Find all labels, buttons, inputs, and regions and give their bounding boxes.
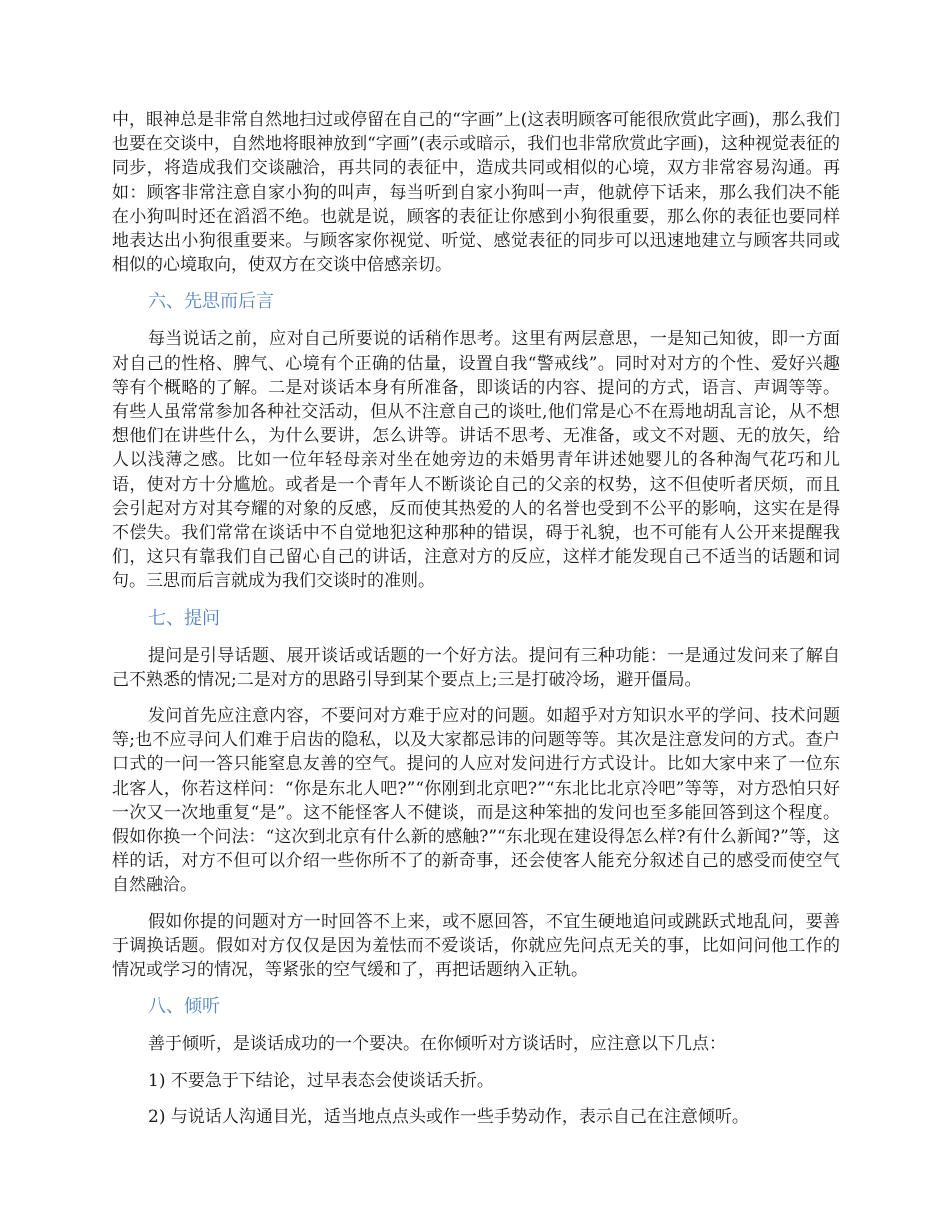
section-6-heading: 六、先思而后言 <box>148 291 274 313</box>
section-7-paragraph-2: 发问首先应注意内容，不要问对方难于应对的问题。如超乎对方知识水平的学问、技术问题等;也不应寻问人们难于启齿的隐私，以及大家都忌讳的问题等等。其次是注意发问的方式。查户口式的一问一答只能窒息友善的空气。提问的人应对发问进行方式设计。比如大家中来了一位东北客人，你若这样问：“你是东北人吧?”“你刚到北京吧?”“东北比北京冷吧”等等，对方恐怕只好一次又一次地重复“是”。这不能怪客人不健谈，而是这种笨拙的发问也至多能回答到这个程度。假如你换一个问法：“这次到北京有什么新的感触?”“东北现在建设得怎么样?有什么新闻?”等，这样的话，对方不但可以介绍一些你所不了的新奇事，还会使客人能充分叙述自己的感受而使空气自然融洽。 <box>112 706 840 896</box>
section-6-paragraph: 每当说话之前，应对自己所要说的话稍作思考。这里有两层意思，一是知己知彼，即一方面对自己的性格、脾气、心境有个正确的估量，设置自我“警戒线”。同时对对方的个性、爱好兴趣等有个概略的了解。二是对谈话本身有所准备，即谈话的内容、提问的方式，语言、声调等等。有些人虽常常参加各种社交活动，但从不注意自己的谈吐,他们常是心不在焉地胡乱言论，从不想想他们在讲些什么，为什么要讲，怎么讲等。讲话不思考、无准备，或文不对题、无的放矢，给人以浅薄之感。比如一位年轻母亲对坐在她旁边的未婚男青年讲述她婴儿的各种淘气花巧和儿语，使对方十分尴尬。或者是一个青年人不断谈论自己的父亲的权势，这不但使听者厌烦，而且会引起对方对其夸耀的对象的反感，反而使其热爱的人的名誉也受到不公平的影响，这实在是得不偿失。我们常常在谈话中不自觉地犯这种那种的错误，碍于礼貌，也不可能有人公开来提醒我们，这只有靠我们自己留心自己的讲话，注意对方的反应，这样才能发现自己不适当的话题和词句。三思而后言就成为我们交谈时的准则。 <box>112 329 840 592</box>
section-7-paragraph-3: 假如你提的问题对方一时回答不上来，或不愿回答，不宜生硬地追问或跳跃式地乱问，要善于调换话题。假如对方仅仅是因为羞怯而不爱谈话，你就应先问点无关的事，比如问问他工作的情况或学习的情况，等紧张的空气缓和了，再把话题纳入正轨。 <box>112 911 840 981</box>
list-item: 1) 不要急于下结论，过早表态会使谈话夭折。 <box>148 1070 494 1091</box>
section-7-heading: 七、提问 <box>148 607 220 629</box>
intro-paragraph: 中，眼神总是非常自然地扫过或停留在自己的“字画”上(这表明顾客可能很欣赏此字画)，那么我们也要在交谈中，自然地将眼神放到“字画”(表示或暗示，我们也非常欣赏此字画)，这种视觉表征的同步，将造成我们交谈融洽，再共同的表征中，造成共同或相似的心境，双方非常容易沟通。再如：顾客非常注意自家小狗的叫声，每当听到自家小狗叫一声，他就停下话来，那么我们决不能在小狗叫时还在滔滔不绝。也就是说，顾客的表征让你感到小狗很重要，那么你的表征也要同样地表达出小狗很重要来。与顾客家你视觉、听觉、感觉表征的同步可以迅速地建立与顾客共同或相似的心境取向，使双方在交谈中倍感亲切。 <box>112 110 840 276</box>
section-7-paragraph-1: 提问是引导话题、展开谈话或话题的一个好方法。提问有三种功能：一是通过发问来了解自己不熟悉的情况;二是对方的思路引导到某个要点上;三是打破冷场，避开僵局。 <box>112 645 840 690</box>
section-8-intro: 善于倾听，是谈话成功的一个要决。在你倾听对方谈话时，应注意以下几点： <box>148 1034 726 1055</box>
list-item: 2) 与说话人沟通目光，适当地点点头或作一些手势动作，表示自己在注意倾听。 <box>148 1106 749 1127</box>
document-page <box>112 108 840 1141</box>
section-8-heading: 八、倾听 <box>148 996 220 1018</box>
